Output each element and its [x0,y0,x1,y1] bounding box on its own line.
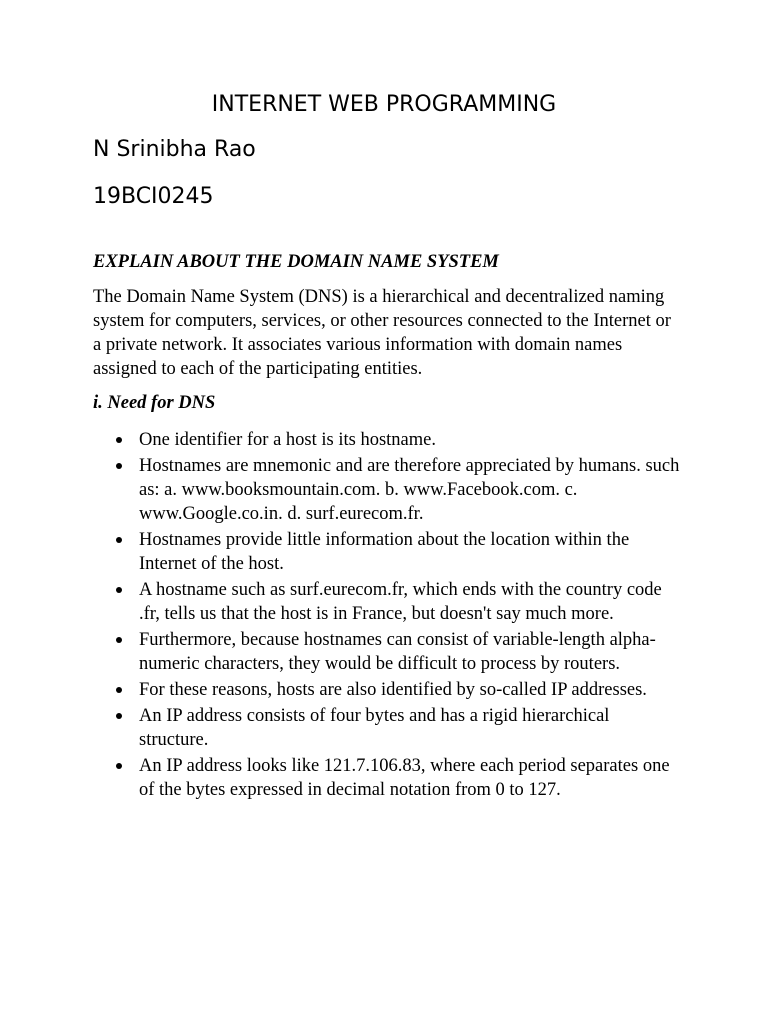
bullet-icon [116,463,122,469]
list-item [93,678,683,702]
list-item [93,578,683,626]
section-heading: EXPLAIN ABOUT THE DOMAIN NAME SYSTEM [93,252,499,272]
list-item [93,528,683,576]
intro-paragraph: The Domain Name System (DNS) is a hierarchical and decentralized naming system for computers, services, or other resources connected to the Internet or a private network. It associates various information with domain names assigned to each of the participating entities. [93,287,671,379]
list-item-text: An IP address consists of four bytes and has a rigid hierarchical structure. [139,706,610,750]
list-item-text: Hostnames provide little information about the location within the Internet of the host. [139,530,630,574]
bullet-icon [116,587,122,593]
list-item-text: One identifier for a host is its hostname. [139,430,436,450]
subsection-heading: i. Need for DNS [93,393,216,413]
list-item-text: Furthermore, because hostnames can consist of variable-length alpha-numeric characters, they would be difficult to process by routers. [139,630,656,674]
list-item [93,754,683,802]
bullet-icon [116,537,122,543]
author-name: N Srinibha Rao [93,137,256,162]
bullet-icon [116,687,122,693]
document-body [93,250,683,804]
list-item-text: An IP address looks like 121.7.106.83, where each period separates one of the bytes expressed in decimal notation from 0 to 127. [139,756,670,800]
list-item [93,628,683,676]
bullet-icon [116,637,122,643]
bullet-icon [116,437,122,443]
bullet-list [93,428,683,802]
registration-number: 19BCI0245 [93,184,214,209]
bullet-icon [116,763,122,769]
list-item-text: Hostnames are mnemonic and are therefore appreciated by humans. such as: a. www.booksmountain.com. b. www.Facebook.com. c. www.Google.co.in. d. surf.eurecom.fr. [139,456,680,524]
list-item [93,704,683,752]
list-item-text: For these reasons, hosts are also identified by so-called IP addresses. [139,680,647,700]
list-item [93,454,683,526]
list-item [93,428,683,452]
document-title: INTERNET WEB PROGRAMMING [211,92,557,117]
list-item-text: A hostname such as surf.eurecom.fr, which ends with the country code .fr, tells us that the host is in France, but doesn't say much more. [139,580,662,624]
bullet-icon [116,713,122,719]
